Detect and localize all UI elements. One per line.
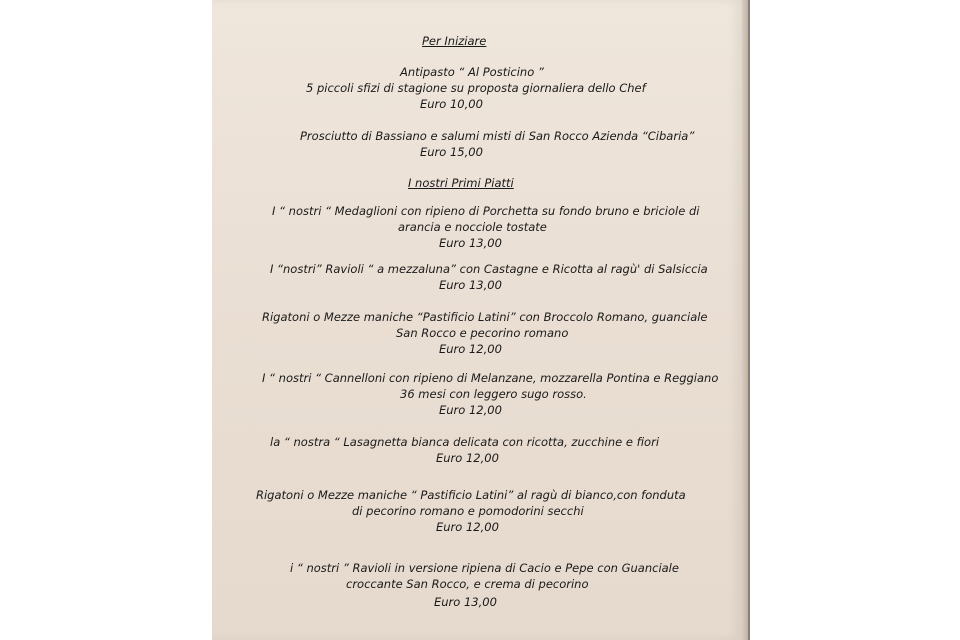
ravioli-cacio-pepe-line-2: croccante San Rocco, e crema di pecorino xyxy=(346,577,589,591)
medaglioni-line-1: I “ nostri “ Medaglioni con ripieno di Porchetta su fondo bruno e briciole di xyxy=(272,204,700,218)
ravioli-cacio-pepe-line-1: i “ nostri ” Ravioli in versione ripiena di Cacio e Pepe con Guanciale xyxy=(290,561,679,575)
prosciutto-price: Euro 15,00 xyxy=(420,145,483,159)
medaglioni-price: Euro 13,00 xyxy=(439,236,502,250)
rigatoni-broccolo-price: Euro 12,00 xyxy=(439,342,502,356)
cannelloni-line-1: I “ nostri “ Cannelloni con ripieno di Melanzane, mozzarella Pontina e Reggiano xyxy=(262,371,719,385)
paper-edge-shadow xyxy=(748,0,750,640)
cannelloni-line-2: 36 mesi con leggero sugo rosso. xyxy=(400,387,587,401)
menu-sheet xyxy=(212,0,742,640)
medaglioni-line-2: arancia e nocciole tostate xyxy=(398,220,547,234)
ravioli-mezzaluna-price: Euro 13,00 xyxy=(439,278,502,292)
rigatoni-bianco-line-1: Rigatoni o Mezze maniche “ Pastificio Latini” al ragù di bianco,con fonduta xyxy=(256,488,686,502)
rigatoni-broccolo-line-2: San Rocco e pecorino romano xyxy=(396,326,569,340)
menu-text xyxy=(212,0,742,640)
rigatoni-bianco-line-2: di pecorino romano e pomodorini secchi xyxy=(352,504,584,518)
antipasto-line-1: Antipasto “ Al Posticino ” xyxy=(400,65,544,79)
cannelloni-price: Euro 12,00 xyxy=(439,403,502,417)
antipasto-line-2: 5 piccoli sfizi di stagione su proposta giornaliera dello Chef xyxy=(306,81,646,95)
lasagnetta-line-1: la “ nostra “ Lasagnetta bianca delicata con ricotta, zucchine e fiori xyxy=(270,435,660,449)
rigatoni-broccolo-line-1: Rigatoni o Mezze maniche “Pastificio Latini” con Broccolo Romano, guanciale xyxy=(262,310,708,324)
ravioli-cacio-pepe-price: Euro 13,00 xyxy=(434,595,497,609)
section-title-primi: I nostri Primi Piatti xyxy=(408,176,514,190)
rigatoni-bianco-price: Euro 12,00 xyxy=(436,520,499,534)
antipasto-price: Euro 10,00 xyxy=(420,97,483,111)
ravioli-mezzaluna-line-1: I “nostri” Ravioli “ a mezzaluna” con Castagne e Ricotta al ragù' di Salsiccia xyxy=(270,262,708,276)
prosciutto-line-1: Prosciutto di Bassiano e salumi misti di San Rocco Azienda “Cibaria” xyxy=(300,129,695,143)
lasagnetta-price: Euro 12,00 xyxy=(436,451,499,465)
section-title-antipasti: Per Iniziare xyxy=(422,34,487,48)
